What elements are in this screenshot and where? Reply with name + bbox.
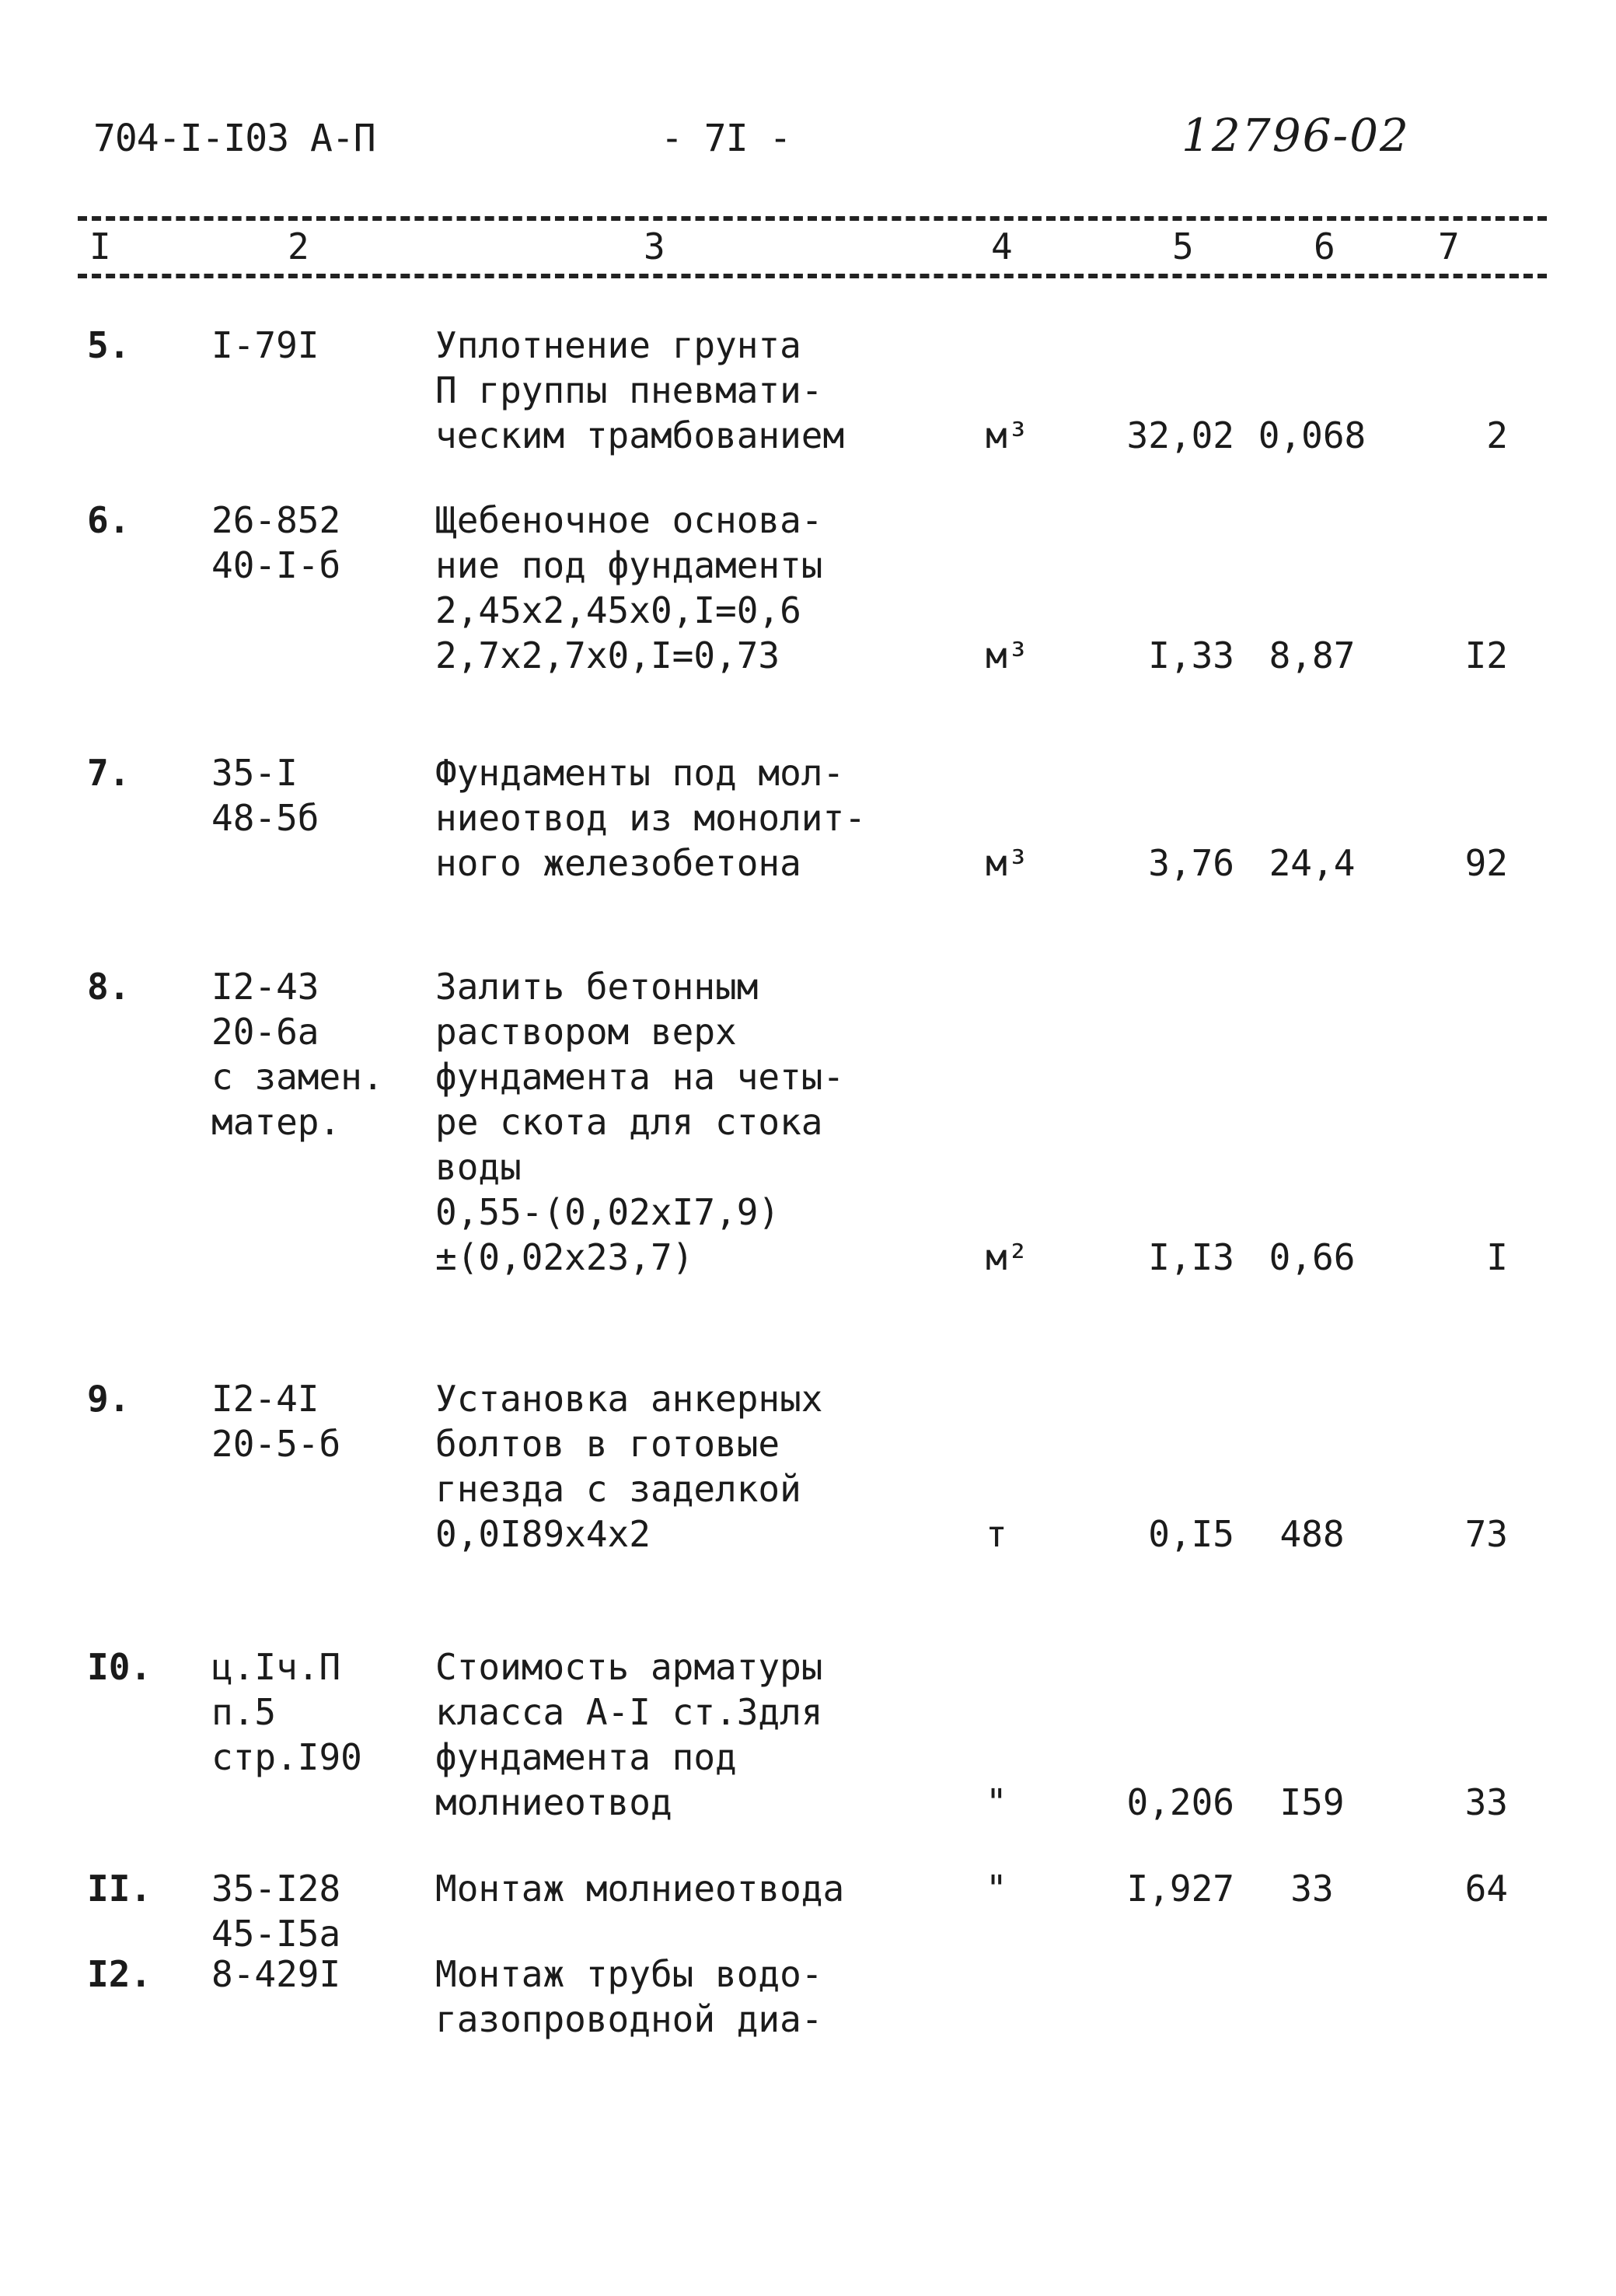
quantity-cell: 32,02 (1126, 414, 1234, 456)
item-number: 8. (87, 966, 131, 1008)
unit-cell: " (986, 1781, 1007, 1823)
item-description (435, 964, 902, 1280)
quantity-cell: I,I3 (1148, 1236, 1234, 1278)
norm-code: ц.Iч.П п.5 стр.I90 (211, 1646, 362, 1778)
item-number: I0. (87, 1646, 152, 1688)
unit-cell: м³ (986, 634, 1029, 676)
norm-code: 35-I 48-5б (211, 752, 319, 839)
dashed-rule-top (78, 216, 1547, 221)
quantity-cell: 0,I5 (1148, 1513, 1234, 1555)
item-number: I2. (87, 1953, 152, 1995)
description-line: ±(0,02x23,7) (435, 1236, 694, 1278)
description-line: болтов в готовые (435, 1423, 780, 1465)
item-description (435, 498, 902, 678)
item-description (435, 1866, 902, 1911)
description-line: ре скота для стока (435, 1101, 823, 1143)
description-line: Залить бетонным (435, 966, 759, 1008)
unit-cell: т (986, 1513, 1007, 1555)
norm-code: 8-429I (211, 1953, 341, 1995)
quantity-cell: I,927 (1126, 1868, 1234, 1910)
column-number-7: 7 (1438, 225, 1460, 267)
description-line: фундамента под (435, 1736, 737, 1778)
description-line: раствором верх (435, 1011, 737, 1053)
column-number-2: 2 (288, 225, 309, 267)
item-number: 5. (87, 324, 131, 366)
description-line: ниеотвод из монолит- (435, 797, 866, 839)
description-line: ние под фундаменты (435, 544, 823, 586)
column-number-1: I (89, 225, 111, 267)
total-cost-cell: 33 (1464, 1781, 1508, 1823)
item-description (435, 1644, 902, 1825)
page-number: - 7I - (661, 117, 791, 160)
norm-code: I2-43 20-6а с замен. матер. (211, 966, 384, 1143)
unit-price-cell: 33 (1290, 1868, 1334, 1910)
dashed-rule-bottom (78, 274, 1547, 278)
column-number-6: 6 (1314, 225, 1335, 267)
unit-price-cell: 0,068 (1258, 414, 1366, 456)
column-number-5: 5 (1172, 225, 1194, 267)
unit-price-cell: 24,4 (1269, 842, 1356, 884)
unit-cell: м³ (986, 842, 1029, 884)
quantity-cell: 3,76 (1148, 842, 1234, 884)
description-line: ного железобетона (435, 842, 801, 884)
quantity-cell: I,33 (1148, 634, 1234, 676)
description-line: Стоимость арматуры (435, 1646, 823, 1688)
total-cost-cell: 2 (1486, 414, 1508, 456)
unit-price-cell: 0,66 (1269, 1236, 1356, 1278)
quantity-cell: 0,206 (1126, 1781, 1234, 1823)
total-cost-cell: 92 (1464, 842, 1508, 884)
description-line: газопроводной диа- (435, 1998, 823, 2040)
item-description (435, 323, 902, 458)
item-number: 6. (87, 499, 131, 541)
description-line: 2,45x2,45x0,I=0,6 (435, 589, 801, 631)
description-line: класса А-I ст.3для (435, 1691, 823, 1733)
description-line: Уплотнение грунта (435, 324, 801, 366)
unit-cell: м³ (986, 414, 1029, 456)
item-number: 7. (87, 752, 131, 794)
description-line: фундамента на четы- (435, 1056, 845, 1098)
registration-number: 12796-02 (1181, 109, 1410, 162)
document-code: 704-I-I03 А-П (93, 117, 375, 160)
norm-code: 35-I28 45-I5а (211, 1868, 341, 1955)
unit-price-cell: I59 (1279, 1781, 1345, 1823)
description-line: 0,0I89x4x2 (435, 1513, 651, 1555)
description-line: воды (435, 1146, 522, 1188)
total-cost-cell: I2 (1464, 634, 1508, 676)
unit-price-cell: 488 (1279, 1513, 1345, 1555)
norm-code: 26-852 40-I-б (211, 499, 341, 586)
norm-code: I2-4I 20-5-б (211, 1378, 341, 1465)
unit-price-cell: 8,87 (1269, 634, 1356, 676)
unit-cell: м² (986, 1236, 1029, 1278)
description-line: Фундаменты под мол- (435, 752, 845, 794)
column-number-4: 4 (991, 225, 1013, 267)
description-line: П группы пневмати- (435, 369, 823, 411)
description-line: Установка анкерных (435, 1378, 823, 1420)
item-number: II. (87, 1868, 152, 1910)
description-line: Монтаж трубы водо- (435, 1953, 823, 1995)
description-line: молниеотвод (435, 1781, 672, 1823)
unit-cell: " (986, 1868, 1007, 1910)
item-description (435, 1376, 902, 1557)
item-number: 9. (87, 1378, 131, 1420)
column-number-3: 3 (644, 225, 665, 267)
description-line: Щебеночное основа- (435, 499, 823, 541)
description-line: 0,55-(0,02xI7,9) (435, 1191, 780, 1233)
description-line: Монтаж молниеотвода (435, 1868, 845, 1910)
description-line: 2,7x2,7x0,I=0,73 (435, 634, 780, 676)
total-cost-cell: I (1486, 1236, 1508, 1278)
description-line: ческим трамбованием (435, 414, 845, 456)
total-cost-cell: 64 (1464, 1868, 1508, 1910)
item-description (435, 750, 902, 886)
description-line: гнезда с заделкой (435, 1468, 801, 1510)
norm-code: I-79I (211, 324, 319, 366)
total-cost-cell: 73 (1464, 1513, 1508, 1555)
item-description (435, 1952, 902, 2042)
